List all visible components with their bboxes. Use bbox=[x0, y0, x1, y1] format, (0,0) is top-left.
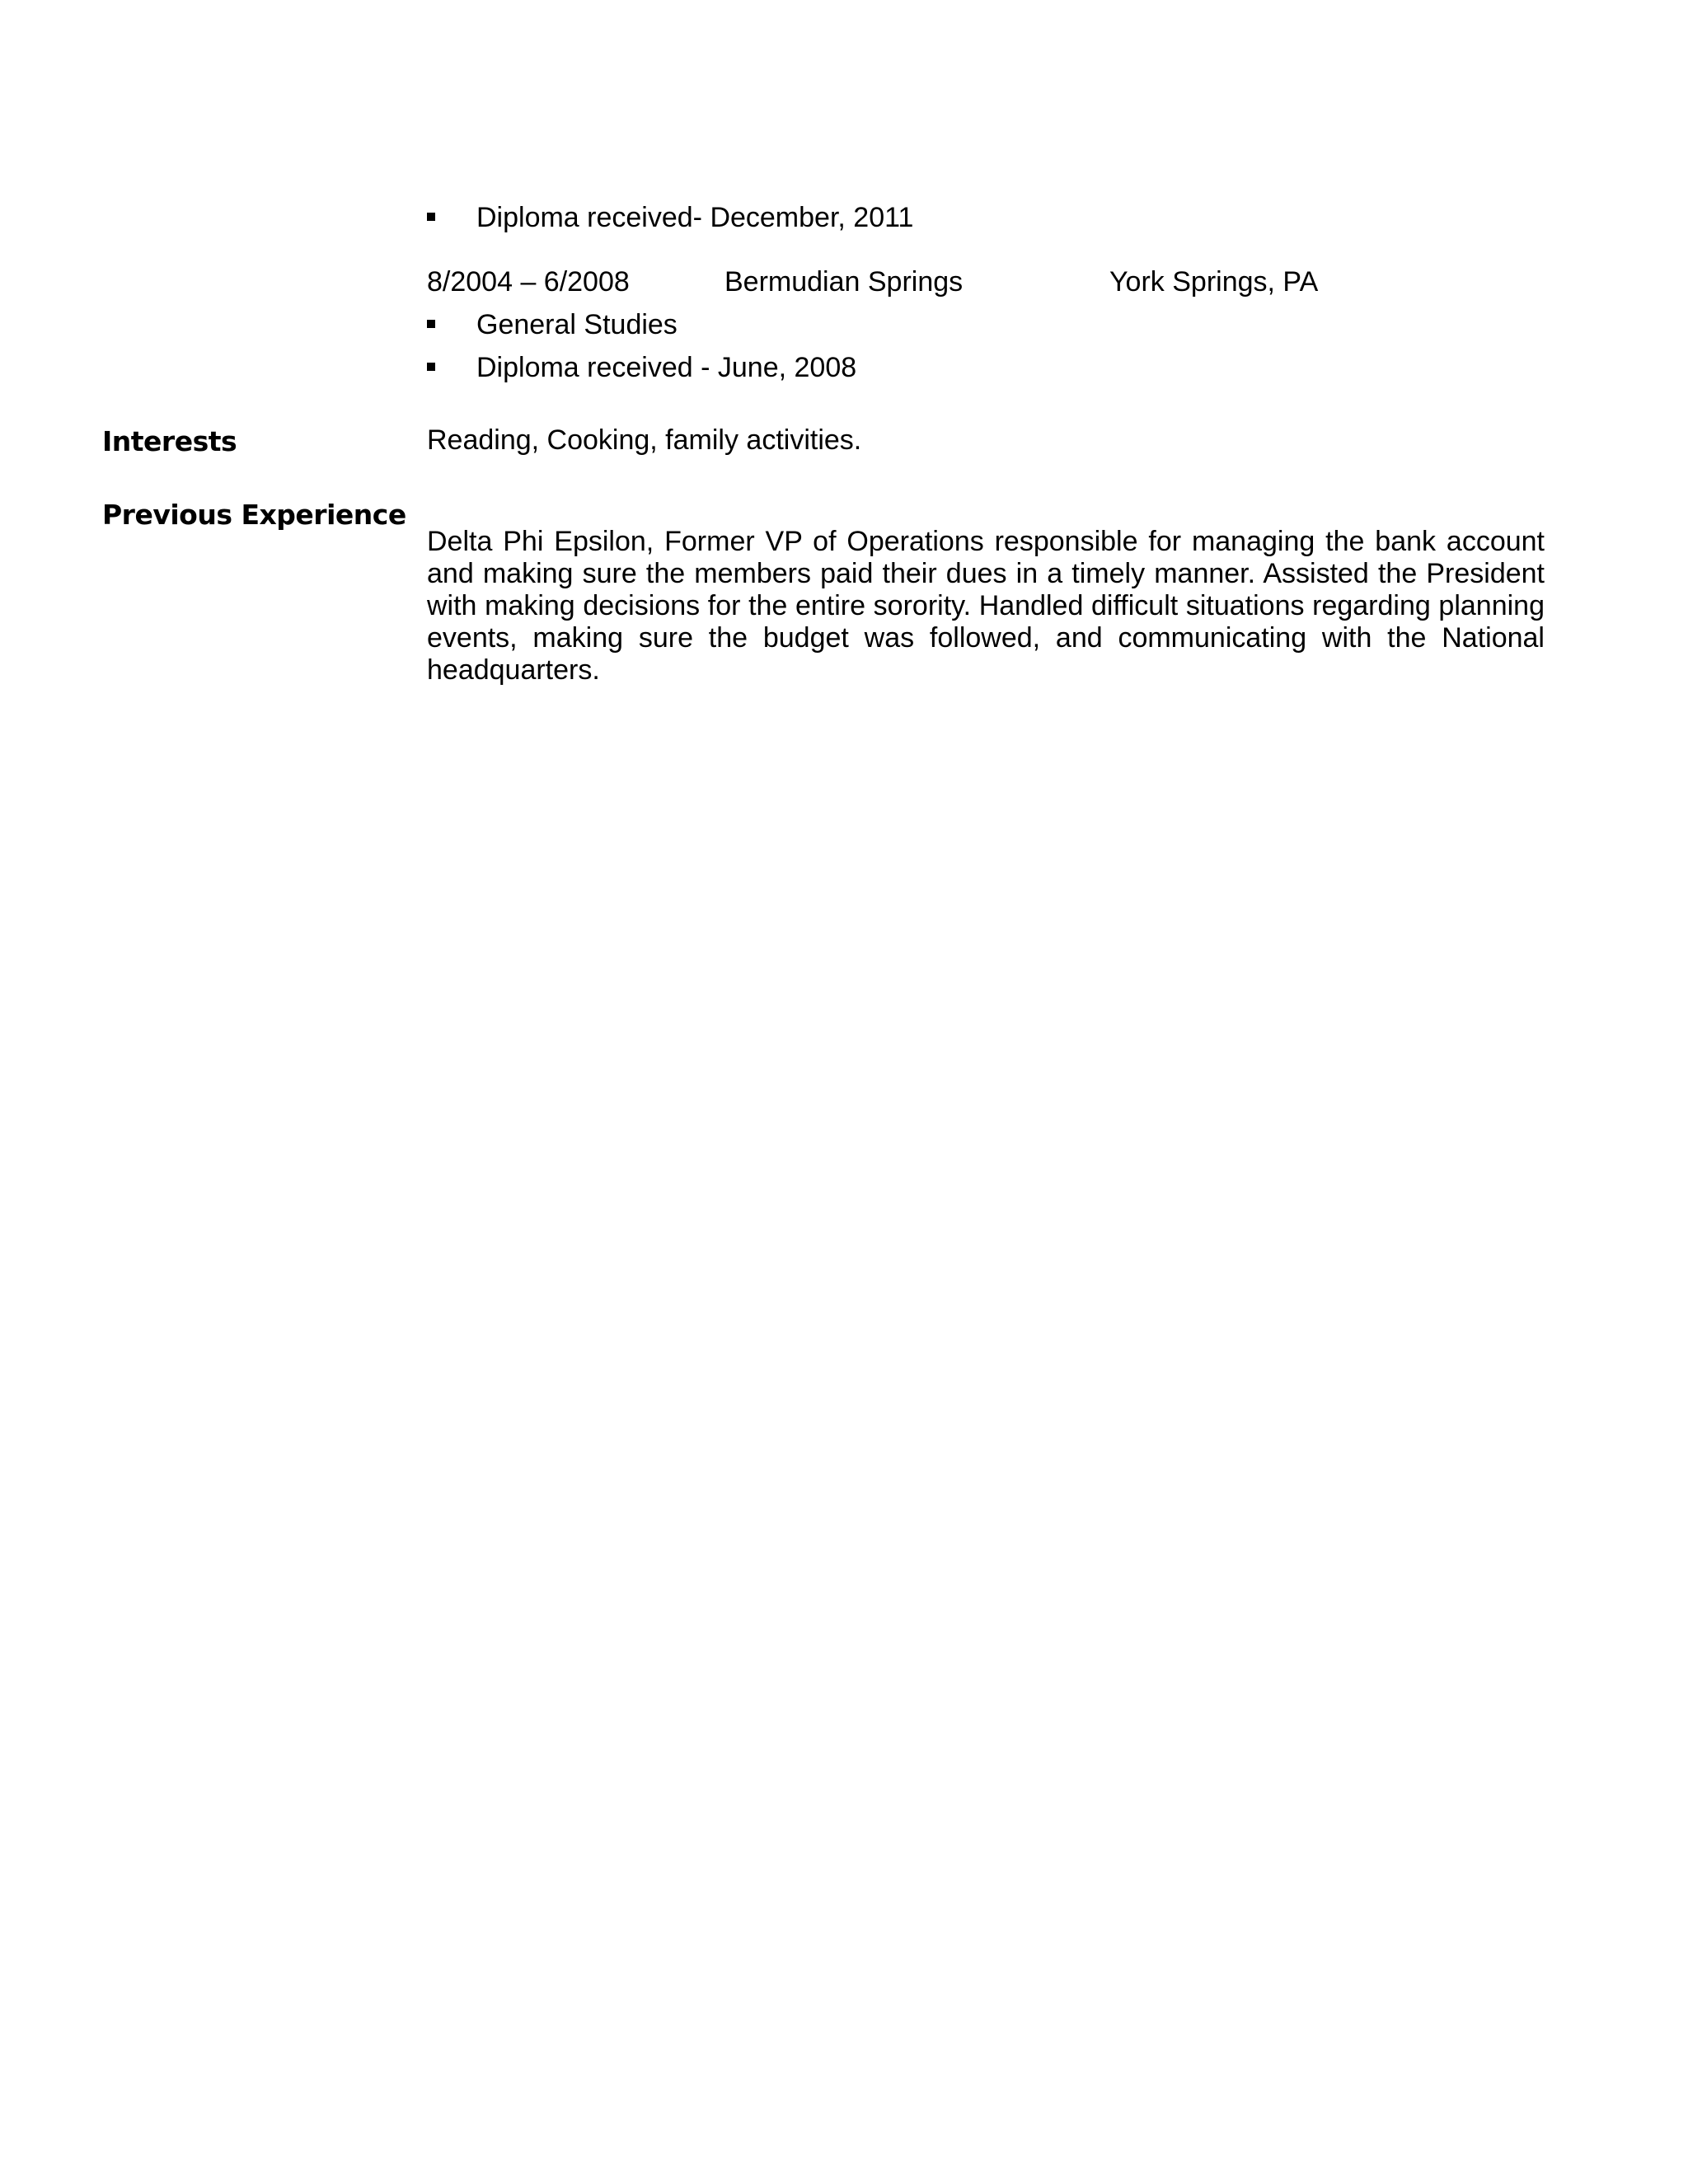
interests-heading: Interests bbox=[102, 425, 237, 457]
education-location: York Springs, PA bbox=[1109, 266, 1319, 298]
education-dates: 8/2004 – 6/2008 bbox=[427, 266, 630, 298]
previous-experience-text: Delta Phi Epsilon, Former VP of Operations responsible for managing the bank account and making sure the members paid their dues in a timely manner. Assisted the President with making decisions for the entire sorority. Handled difficult situations regarding planning events, making sure the budget was followed, and communicating with the National headquarters. bbox=[427, 526, 1545, 686]
bullet-square-icon bbox=[427, 213, 435, 221]
bullet-square-icon bbox=[427, 320, 435, 328]
bullet-text: Diploma received - June, 2008 bbox=[476, 352, 857, 383]
previous-experience-heading: Previous Experience bbox=[102, 499, 406, 531]
bullet-text: Diploma received- December, 2011 bbox=[476, 202, 914, 233]
bullet-square-icon bbox=[427, 363, 435, 371]
bullet-text: General Studies bbox=[476, 309, 678, 340]
interests-text: Reading, Cooking, family activities. bbox=[427, 424, 862, 456]
education-school: Bermudian Springs bbox=[724, 266, 964, 298]
